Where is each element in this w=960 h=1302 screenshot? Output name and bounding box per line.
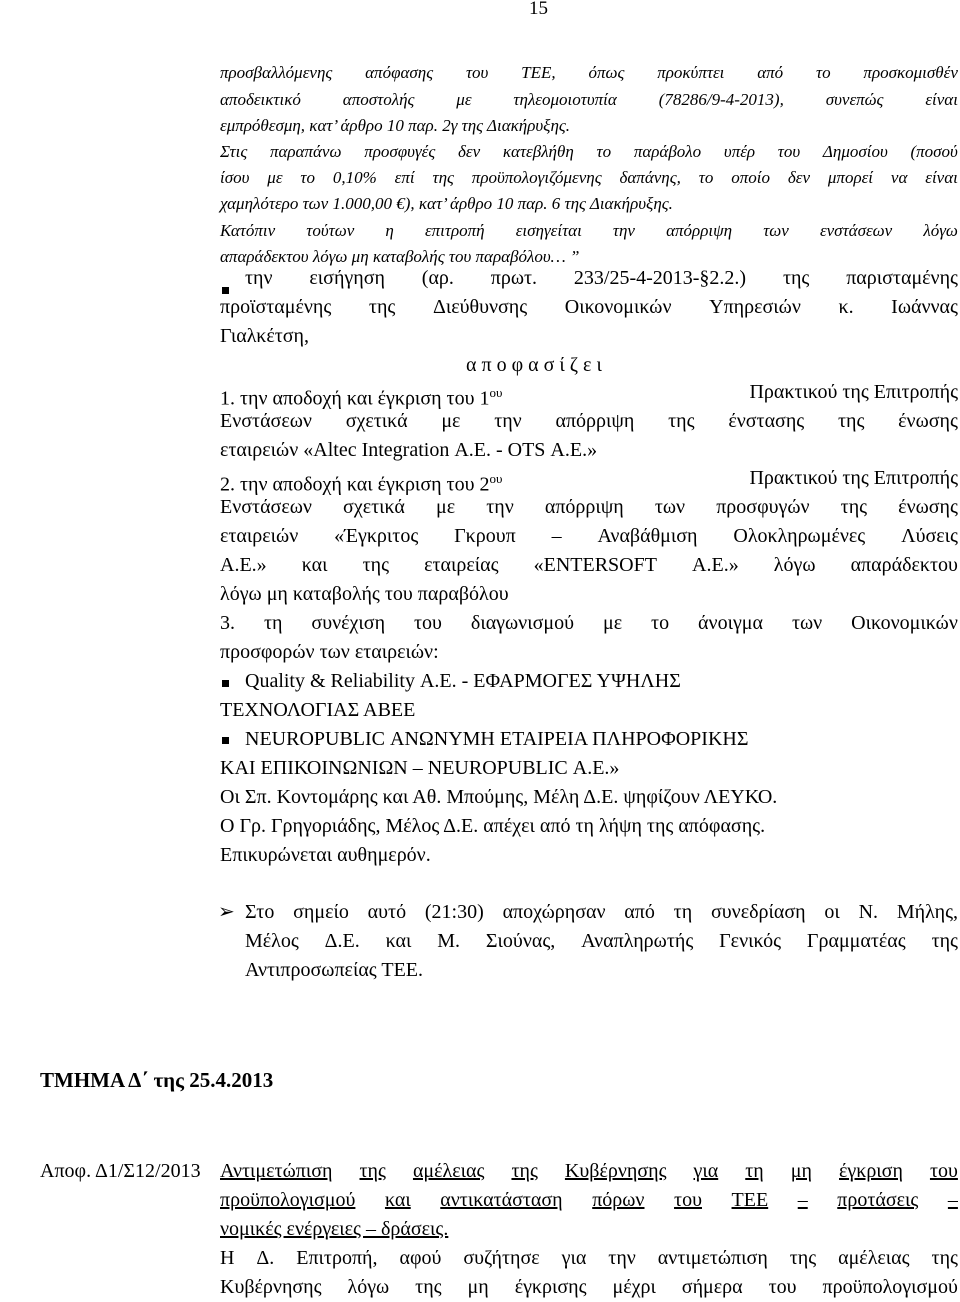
ratified-line: Επικυρώνεται αυθημερόν. <box>220 844 431 866</box>
italic-line: αποδεικτικό αποστολής με τηλεομοιοτυπία (78286/9-4-2013), συνεπώς είναι <box>220 90 958 109</box>
page-number: 15 <box>529 0 548 19</box>
item-line: 3. τη συνέχιση του διαγωνισμού με το άνοιγμα των Οικονομικών <box>220 612 958 634</box>
decision-label: Αποφ. Δ1/Σ12/2013 <box>40 1160 201 1182</box>
item-line: 2. την αποδοχή και έγκριση του $2^{o\upsilon}$ Πρακτικού της Επιτροπής <box>220 467 958 496</box>
italic-line: χαμηλότερο των 1.000,00 €), κατ’ άρθρο 10 παρ. 6 της Διακήρυξης. <box>220 194 673 213</box>
note-line: Αντιπροσωπείας ΤΕΕ. <box>245 959 424 981</box>
item-line: Ενστάσεων σχετικά με την απόρριψη της ένστασης της ένωσης <box>220 410 958 432</box>
decision-title-line: Αντιμετώπιση της αμέλειας της Κυβέρνησης για τη μη έγκριση του <box>220 1160 958 1182</box>
company-line: NEUROPUBLIC ΑΝΩΝΥΜΗ ΕΤΑΙΡΕΙΑ ΠΛΗΡΟΦΟΡΙΚΗΣ <box>245 728 749 750</box>
italic-line: Στις παραπάνω προσφυγές δεν κατεβλήθη το παράβολο υπέρ του Δημοσίου (ποσού <box>220 142 958 161</box>
italic-line: εμπρόθεσμη, κατ’ άρθρο 10 παρ. 2γ της Διακήρυξης. <box>220 116 571 135</box>
decision-body-line: Η Δ. Επιτροπή, αφού συζήτησε για την αντιμετώπιση της αμέλειας της <box>220 1247 958 1269</box>
italic-line: προσβαλλόμενης απόφασης του ΤΕΕ, όπως προκύπτει από το προσκομισθέν <box>220 63 958 82</box>
vote-line: Οι Σπ. Κοντομάρης και Αθ. Μπούμης, Μέλη Δ.Ε. ψηφίζουν ΛΕΥΚΟ. <box>220 786 778 808</box>
italic-line: ίσου με το 0,10% επί της προϋπολογιζόμενης δαπάνης, το οποίο δεν μπορεί να είναι <box>220 168 958 187</box>
arrow-bullet-icon: ➢ <box>218 901 235 923</box>
decision-title-line: προϋπολογισμού και αντικατάσταση πόρων του ΤΕΕ – προτάσεις – <box>220 1189 958 1211</box>
item-line: 1. την αποδοχή και έγκριση του $1^{o\upsilon}$ Πρακτικού της Επιτροπής <box>220 381 958 410</box>
abstain-line: Ο Γρ. Γρηγοριάδης, Μέλος Δ.Ε. απέχει από τη λήψη της απόφασης. <box>220 815 766 837</box>
company-line: Quality & Reliability Α.Ε. - ΕΦΑΡΜΟΓΕΣ ΥΨΗΛΗΣ <box>245 670 681 692</box>
italic-line: απαράδεκτου λόγω μη καταβολής του παραβόλου… ” <box>220 247 580 266</box>
item-line: Ενστάσεων σχετικά με την απόρριψη των προσφυγών της ένωσης <box>220 496 958 518</box>
company-line: ΚΑΙ ΕΠΙΚΟΙΝΩΝΙΩΝ – NEUROPUBLIC Α.Ε.» <box>220 757 620 779</box>
section-title: ΤΜΗΜΑ Δ΄ της 25.4.2013 <box>40 1068 274 1092</box>
note-line: Μέλος Δ.Ε. και Μ. Σιούνας, Αναπληρωτής Γενικός Γραμματέας της <box>245 930 958 952</box>
recommendation-line: προϊσταμένης της Διεύθυνσης Οικονομικών Υπηρεσιών κ. Ιωάννας <box>220 296 958 318</box>
item-line: Α.Ε.» και της εταιρείας «ENTERSOFT Α.Ε.» λόγω απαράδεκτου <box>220 554 958 576</box>
decision-body-line: Κυβέρνησης λόγω της μη έγκρισης μέχρι σήμερα του προϋπολογισμού <box>220 1276 958 1298</box>
item-line: λόγω μη καταβολής του παραβόλου <box>220 583 509 605</box>
decides-heading: α π ο φ α σ ί ζ ε ι <box>466 354 602 376</box>
square-bullet-icon <box>222 731 229 749</box>
item-line: εταιρειών «Altec Integration Α.Ε. - OTS Α.Ε.» <box>220 439 598 461</box>
italic-line: Κατόπιν τούτων η επιτροπή εισηγείται την απόρριψη των ενστάσεων λόγω <box>220 221 958 240</box>
company-line: ΤΕΧΝΟΛΟΓΙΑΣ ΑΒΕΕ <box>220 699 416 721</box>
item-line: εταιρειών «Έγκριτος Γκρουπ – Αναβάθμιση Ολοκληρωμένες Λύσεις <box>220 525 958 547</box>
item-line: προσφορών των εταιρειών: <box>220 641 439 663</box>
recommendation-line: την εισήγηση (αρ. πρωτ. 233/25-4-2013-§2.2.) της παρισταμένης <box>245 267 958 289</box>
decision-title-line: νομικές ενέργειες – δράσεις. <box>220 1218 449 1240</box>
square-bullet-icon <box>222 674 229 692</box>
recommendation-line: Γιαλκέτση, <box>220 325 309 347</box>
note-line: Στο σημείο αυτό (21:30) αποχώρησαν από τη συνεδρίαση οι Ν. Μήλης, <box>245 901 958 923</box>
